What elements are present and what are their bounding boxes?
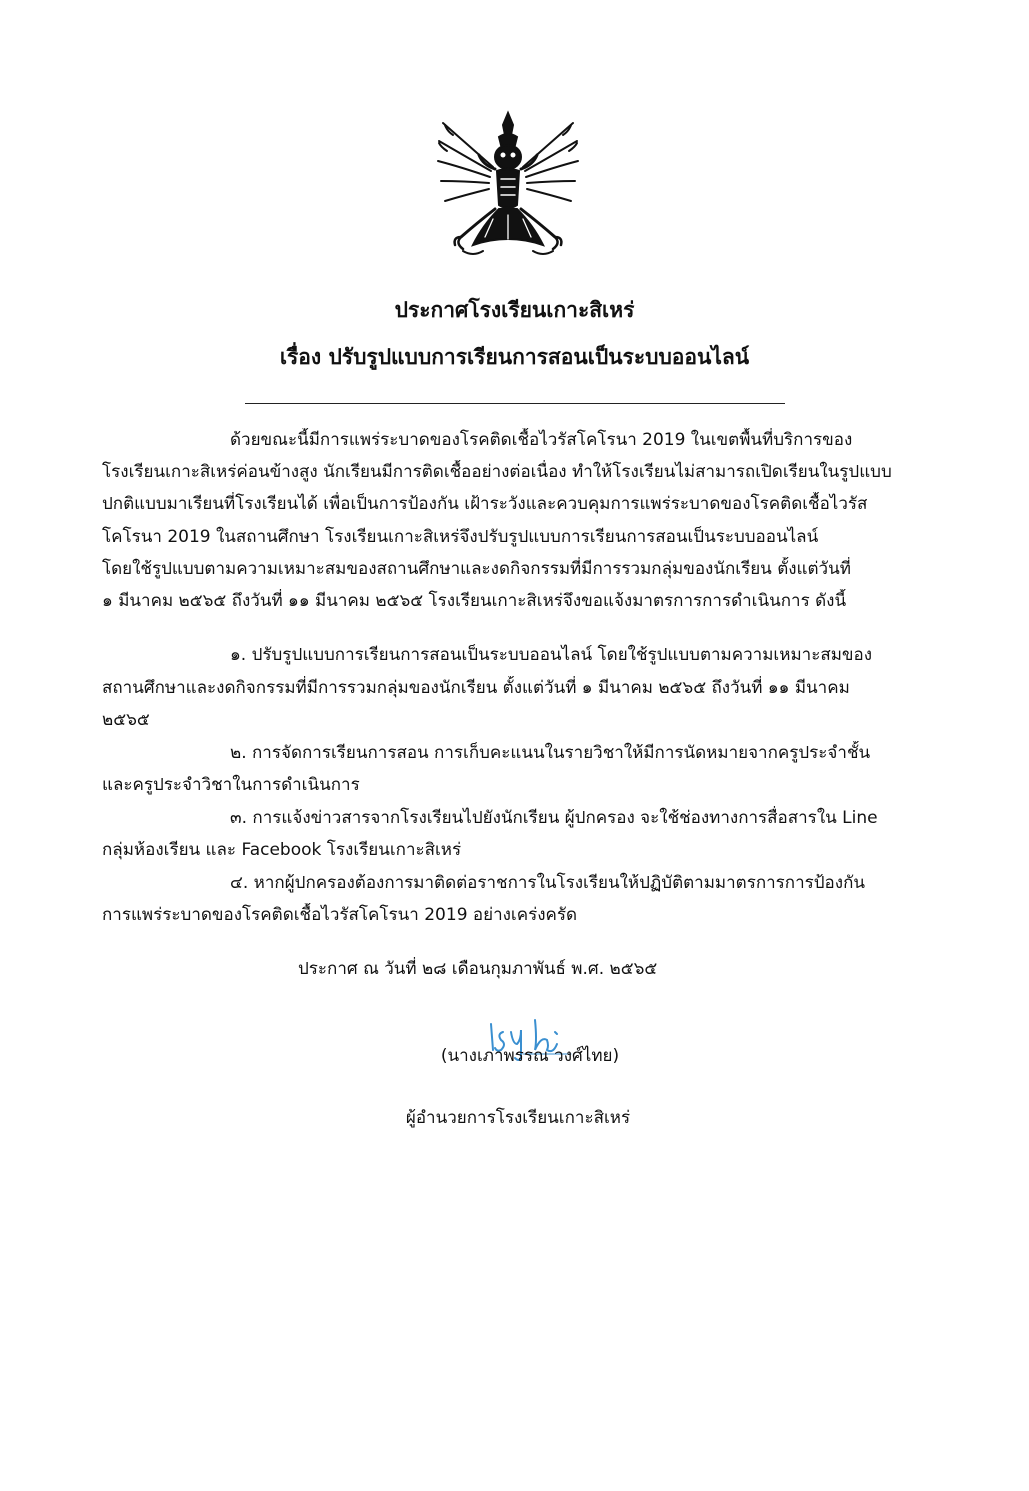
measure-item-3-line: กลุ่มห้องเรียน และ Facebook โรงเรียนเกาะสิเหร่ [102,840,462,860]
measure-item-2-line: และครูประจำวิชาในการดำเนินการ [102,775,360,795]
signatory-name: (นางเภาพรรณ วงศ์ไทย) [440,1046,620,1066]
intro-line: ๑ มีนาคม ๒๕๖๕ ถึงวันที่ ๑๑ มีนาคม ๒๕๖๕ โรงเรียนเกาะสิเหร่จึงขอแจ้งมาตรการการดำเนินการ ดังนี้ [102,591,847,611]
measure-item-2: ๒. การจัดการเรียนการสอน การเก็บคะแนนในรายวิชาให้มีการนัดหมายจากครูประจำชั้น [230,743,871,763]
announcement-date: ประกาศ ณ วันที่ ๒๘ เดือนกุมภาพันธ์ พ.ศ. ๒๕๖๕ [298,959,658,979]
measure-item-1-line: สถานศึกษาและงดกิจกรรมที่มีการรวมกลุ่มของนักเรียน ตั้งแต่วันที่ ๑ มีนาคม ๒๕๖๕ ถึงวันที่ ๑๑ มีนาคม [102,678,850,698]
measure-item-1-line: ๒๕๖๕ [102,710,150,730]
measure-item-4: ๔. หากผู้ปกครองต้องการมาติดต่อราชการในโรงเรียนให้ปฏิบัติตามมาตรการการป้องกัน [230,873,865,893]
announcement-subject: เรื่อง ปรับรูปแบบการเรียนการสอนเป็นระบบออนไลน์ [279,345,750,369]
intro-line: ปกติแบบมาเรียนที่โรงเรียนได้ เพื่อเป็นการป้องกัน เฝ้าระวังและควบคุมการแพร่ระบาดของโรคติดเชื้อไวรัส [102,494,868,514]
garuda-emblem-icon [433,105,583,265]
intro-line: โคโรนา 2019 ในสถานศึกษา โรงเรียนเกาะสิเหร่จึงปรับรูปแบบการเรียนการสอนเป็นระบบออนไลน์ [102,527,819,547]
signatory-position: ผู้อำนวยการโรงเรียนเกาะสิเหร่ [405,1108,631,1128]
measure-item-3: ๓. การแจ้งข่าวสารจากโรงเรียนไปยังนักเรียน ผู้ปกครอง จะใช้ช่องทางการสื่อสารใน Line [230,808,878,828]
measure-item-4-line: การแพร่ระบาดของโรคติดเชื้อไวรัสโคโรนา 2019 อย่างเคร่งครัด [102,905,578,925]
title-divider [245,403,785,404]
intro-line: โดยใช้รูปแบบตามความเหมาะสมของสถานศึกษาและงดกิจกรรมที่มีการรวมกลุ่มของนักเรียน ตั้งแต่วันที่ [102,559,851,579]
announcement-title: ประกาศโรงเรียนเกาะสิเหร่ [394,298,635,322]
intro-line: โรงเรียนเกาะสิเหร่ค่อนข้างสูง นักเรียนมีการติดเชื้ออย่างต่อเนื่อง ทำให้โรงเรียนไม่สามารถเปิดเรียนในรูปแบบ [102,462,892,482]
intro-line: ด้วยขณะนี้มีการแพร่ระบาดของโรคติดเชื้อไวรัสโคโรนา 2019 ในเขตพื้นที่บริการของ [230,430,853,450]
measure-item-1: ๑. ปรับรูปแบบการเรียนการสอนเป็นระบบออนไลน์ โดยใช้รูปแบบตามความเหมาะสมของ [230,645,873,665]
